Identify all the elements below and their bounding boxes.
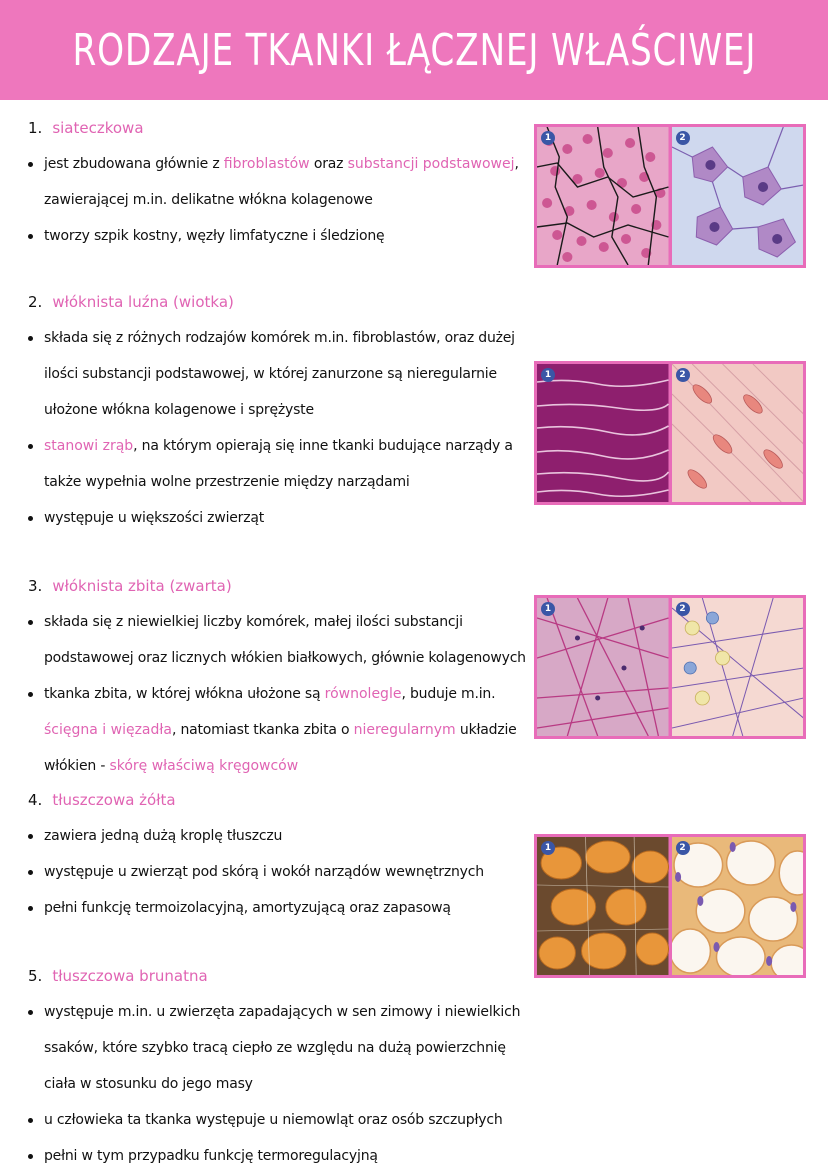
image-number-badge: 2	[676, 131, 690, 145]
highlighted-term: stanowi zrąb	[44, 438, 134, 454]
section-number: 3.	[28, 577, 43, 595]
bullet-text: występuje u zwierząt pod skórą i wokół narządów wewnętrznych	[44, 864, 484, 880]
list-item	[28, 604, 528, 676]
bullet-text: układzie włókien -	[44, 722, 517, 774]
section-name: siateczkowa	[52, 119, 144, 137]
micrograph-panel	[537, 598, 669, 736]
micrograph-panel	[537, 364, 669, 502]
bullet-list	[28, 320, 528, 536]
section-title	[28, 292, 528, 312]
image-number-badge: 2	[676, 602, 690, 616]
bullet-text: składa się z różnych rodzajów komórek m.in. fibroblastów, oraz dużej ilości substancji podstawowej, w której zanurzone są nieregularnie ułożone włókna kolagenowe i sprężyste	[44, 330, 515, 418]
list-item	[28, 146, 528, 218]
list-item	[28, 854, 528, 890]
list-item	[28, 994, 528, 1102]
list-item	[28, 500, 528, 536]
bullet-text: występuje m.in. u zwierzęta zapadających w sen zimowy i niewielkich ssaków, które szybko tracą ciepło ze względu na dużą powierzchnię ciała w stosunku do jego masy	[44, 1004, 521, 1092]
section-number: 2.	[28, 293, 43, 311]
bullet-text: tworzy szpik kostny, węzły limfatyczne i śledzionę	[44, 228, 385, 244]
bullet-text: u człowieka ta tkanka występuje u niemowląt oraz osób szczupłych	[44, 1112, 503, 1128]
bullet-text: tkanka zbita, w której włókna ułożone są	[44, 686, 325, 702]
highlighted-term: skórę właściwą kręgowców	[109, 758, 299, 774]
page-title: RODZAJE TKANKI ŁĄCZNEJ WŁAŚCIWEJ	[72, 24, 756, 76]
illustration-panel	[672, 598, 804, 736]
page-header	[0, 0, 828, 100]
list-item	[28, 218, 528, 254]
section-name: tłuszczowa brunatna	[52, 967, 208, 985]
bullet-list	[28, 604, 528, 784]
illustration-panel	[672, 837, 804, 975]
dense-fibrous-tissue-image	[534, 595, 806, 739]
section-brown-adipose	[28, 966, 528, 1174]
list-item	[28, 818, 528, 854]
section-loose-fibrous	[28, 292, 528, 536]
bullet-list	[28, 146, 528, 254]
bullet-text: , buduje m.in.	[401, 686, 496, 702]
section-name: włóknista zbita (zwarta)	[52, 577, 232, 595]
section-title	[28, 576, 528, 596]
reticular-tissue-image	[534, 124, 806, 268]
bullet-text: , na którym opierają się inne tkanki budujące narządy a także wypełnia wolne przestrzenie między narządami	[44, 438, 513, 490]
section-dense-fibrous	[28, 576, 528, 784]
highlighted-term: równolegle	[324, 686, 402, 702]
list-item	[28, 890, 528, 926]
image-number-badge: 1	[541, 602, 555, 616]
bullet-list	[28, 994, 528, 1174]
list-item	[28, 676, 528, 784]
highlighted-term: fibroblastów	[223, 156, 310, 172]
section-number: 4.	[28, 791, 43, 809]
list-item	[28, 320, 528, 428]
image-number-badge: 2	[676, 368, 690, 382]
section-name: włóknista luźna (wiotka)	[52, 293, 234, 311]
image-number-badge: 1	[541, 841, 555, 855]
illustration-panel	[672, 127, 804, 265]
list-item	[28, 1102, 528, 1138]
section-title	[28, 790, 528, 810]
bullet-text: , natomiast tkanka zbita o	[171, 722, 354, 738]
bullet-text: występuje u większości zwierząt	[44, 510, 265, 526]
bullet-text: , zawierającej m.in. delikatne włókna kolagenowe	[44, 156, 519, 208]
bullet-text: składa się z niewielkiej liczby komórek, małej ilości substancji podstawowej oraz licznych włókien białkowych, głównie kolagenowych	[44, 614, 526, 666]
section-reticular	[28, 118, 528, 254]
section-name: tłuszczowa żółta	[52, 791, 176, 809]
highlighted-term: substancji podstawowej	[347, 156, 515, 172]
image-number-badge: 1	[541, 368, 555, 382]
bullet-text: jest zbudowana głównie z	[44, 156, 224, 172]
loose-fibrous-tissue-image	[534, 361, 806, 505]
list-item	[28, 428, 528, 500]
bullet-list	[28, 818, 528, 926]
bullet-text: zawiera jedną dużą kroplę tłuszczu	[44, 828, 283, 844]
section-title	[28, 966, 528, 986]
bullet-text: pełni w tym przypadku funkcję termoregulacyjną	[44, 1148, 378, 1164]
micrograph-panel	[537, 127, 669, 265]
section-title	[28, 118, 528, 138]
section-number: 5.	[28, 967, 43, 985]
list-item	[28, 1138, 528, 1174]
image-number-badge: 2	[676, 841, 690, 855]
highlighted-term: ścięgna i więzadła	[44, 722, 172, 738]
highlighted-term: nieregularnym	[353, 722, 456, 738]
section-number: 1.	[28, 119, 43, 137]
section-yellow-adipose	[28, 790, 528, 926]
image-number-badge: 1	[541, 131, 555, 145]
illustration-panel	[672, 364, 804, 502]
bullet-text: pełni funkcję termoizolacyjną, amortyzującą oraz zapasową	[44, 900, 451, 916]
micrograph-panel	[537, 837, 669, 975]
adipose-tissue-image	[534, 834, 806, 978]
bullet-text: oraz	[309, 156, 348, 172]
